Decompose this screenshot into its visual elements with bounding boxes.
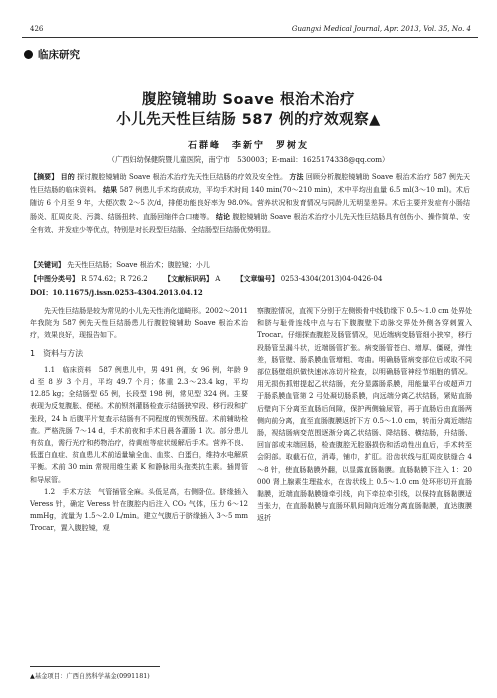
bullet-icon [24, 50, 33, 59]
objective-label: 目的 [60, 173, 75, 181]
page-number: 426 [30, 25, 44, 33]
article-affiliation: （广西妇幼保健院暨儿童医院，南宁市 530003；E-mail：1625174338@qq.com） [107, 155, 390, 164]
method-text: 回顾分析腹腔镜辅助 Soave 根治术治疗 587 例先天性巨结肠的临床资料。 [30, 173, 471, 195]
result-text: 587 例患儿手术均获成功，平均手术时间 140 min(70～210 min)，术中平均出血量 6.5 ml(3～10 ml)。术后随访 6 个月至 9 年，大便次数 2～5 次/d，排便功能良好率为 98.0%。营养状况和发育情况与同龄儿无明显差异。术后主要并发症有小肠结肠炎、肛周皮炎、污粪、结肠扭转、直肠回缩伴合口瘘等。 [30, 186, 471, 221]
right-column [257, 305, 472, 525]
doc-code-label: 【文献标识码】 [164, 274, 213, 283]
article-no-value: 0253-4304(2013)04-0426-04 [280, 275, 383, 283]
article-title-line2: 小儿先天性巨结肠 587 例的疗效观察▲ [116, 112, 381, 128]
classification-line [30, 274, 382, 284]
left-column [30, 305, 248, 535]
objective-text: 探讨腹腔镜辅助 Soave 根治术治疗先天性巨结肠的疗效及安全性。 [77, 173, 288, 181]
funding-footnote: ▲基金项目：广西自然科学基金(0991181) [30, 673, 150, 680]
article-title-line1: 腹腔镜辅助 Soave 根治术治疗 [141, 92, 356, 108]
conclusion-label: 结论 [215, 212, 231, 221]
journal-running-header: Guangxi Medical Journal, Apr. 2013, Vol. 35, No. 4 [291, 25, 471, 33]
result-label: 结果 [103, 186, 118, 195]
abstract-label: 【摘要】 [30, 173, 59, 181]
section-label [24, 47, 80, 62]
abstract [30, 171, 470, 237]
section-heading-materials-methods: 1 资料与方法 [30, 348, 84, 358]
doc-code-value: A [215, 275, 221, 283]
footnote-rule [30, 666, 160, 667]
keywords-label: 【关键词】 [30, 260, 65, 269]
keywords-line [30, 260, 210, 270]
surgical-method-paragraph: 1.2 手术方法 气管插管全麻。头低足高，右侧卧位。脐缘插入 Veress 针，确定 Veress 针在腹腔内后注入 CO₂ 气体，压力 6～12 mmHg，流量为 1.5～2.0 L/min。建立气腹后于脐缘插入 3～5 mm Trocar，置入腹腔镜，观 [30, 487, 248, 533]
intro-paragraph: 先天性巨结肠是较为常见的小儿先天性消化道畸形。2002～2011 年我院为 587 例先天性巨结肠患儿行腹腔镜辅助 Soave 根治术治疗，效果良好，现报告如下。 [30, 307, 248, 340]
section-label-text: 临床研究 [38, 49, 80, 61]
conclusion-text: 腹腔镜辅助 Soave 根治术治疗小儿先天性巨结肠具有创伤小、操作简单、安全有效、并发症少等优点，特别是对长段型巨结肠、全结肠型巨结肠优势明显。 [30, 212, 471, 234]
header-rule [22, 37, 478, 38]
clc-label: 【中图分类号】 [30, 274, 79, 283]
doi-line: DOI：10.11675/j.issn.0253-4304.2013.04.12 [30, 288, 203, 297]
article-no-label: 【文章编号】 [236, 274, 279, 283]
clinical-data-paragraph: 1.1 临床资料 587 例患儿中，男 491 例，女 96 例，年龄 9 d 至 8 岁 3 个月，平均 49.7 个月；体重 2.3～23.4 kg，平均 12.85 kg；全结肠型 65 例，长段型 198 例，常见型 324 例。主要表现为反复腹胀、便秘。术前钡剂灌肠检查示结肠狭窄段、移行段和扩张段，24 h 后腹平片复查示结肠有不同程度的钡剂残留。术前辅助检查。严格洗肠 7～14 d，手术前夜和手术日晨各灌肠 1 次。部分患儿有贫血，需行光疗和药物治疗，待黄疸等症状缓解后手术。营养不良、低蛋白血症、贫血患儿术前适量输全血、血浆、白蛋白，维持水电解质平衡。术前 30 min 常规用维生素 K 和静脉用头孢类抗生素。插胃管和导尿管。 [30, 365, 248, 484]
method-label: 方法 [289, 173, 304, 181]
keywords-text: 先天性巨结肠；Soave 根治术；腹腔镜；小儿 [67, 261, 210, 269]
article-authors: 石群峰 李新宁 罗树友 [187, 141, 309, 151]
clc-value: R 574.62；R 726.2 [81, 275, 148, 283]
right-column-paragraph: 察腹腔情况，直视下分别于左侧锁骨中线肋缘下 0.5～1.0 cm 处界处和脐与耻骨连线中点与右下腹腹壁下动脉交界处外侧各穿刺置入 Trocar。仔细探查腹腔及肠管情况，见近端病变肠管细小狭窄，移行段肠管呈漏斗状，近端肠管扩张。病变肠管苍白、增厚、僵硬，弹性差，肠管壁、肠系膜血管增粗、弯曲。明确肠管病变部位后或取不同部位肠壁组织做快速冰冻切片检查，以明确肠管神经节细胞的情况。用无损伤抓钳提起乙状结肠，充分显露肠系膜，用能量平台或超声刀于肠系膜血管第 2 弓处凝切肠系膜，向远端分离乙状结肠，紧贴直肠后壁向下分离至直肠后间隙，保护两侧输尿管，再于直肠后由直肠两侧向前分离，直至直肠腹膜返折下方 0.5～1.0 cm，转而分离近端结肠，视结肠病变范围逐渐分离乙状结肠、降结肠、横结肠，升结肠、回盲部或末端回肠，检查腹腔无腔器损伤和活动性出血后，手术转至会阴部。取截石位，消毒，铺巾，扩肛。沿齿状线与肛周皮肤缝合 4～8 针，使直肠黏膜外翻，以显露直肠黏膜。直肠黏膜下注入 1：20 000 肾上腺素生理盐水，在齿状线上 0.5～1.0 cm 处环形切开直肠黏膜，近端直肠黏膜缝牵引线，向下牵拉牵引线，以保持直肠黏膜适当张力，在直肠黏膜与直肠环肌间隙向近端分离直肠黏膜，直达腹膜返折 [257, 307, 472, 523]
